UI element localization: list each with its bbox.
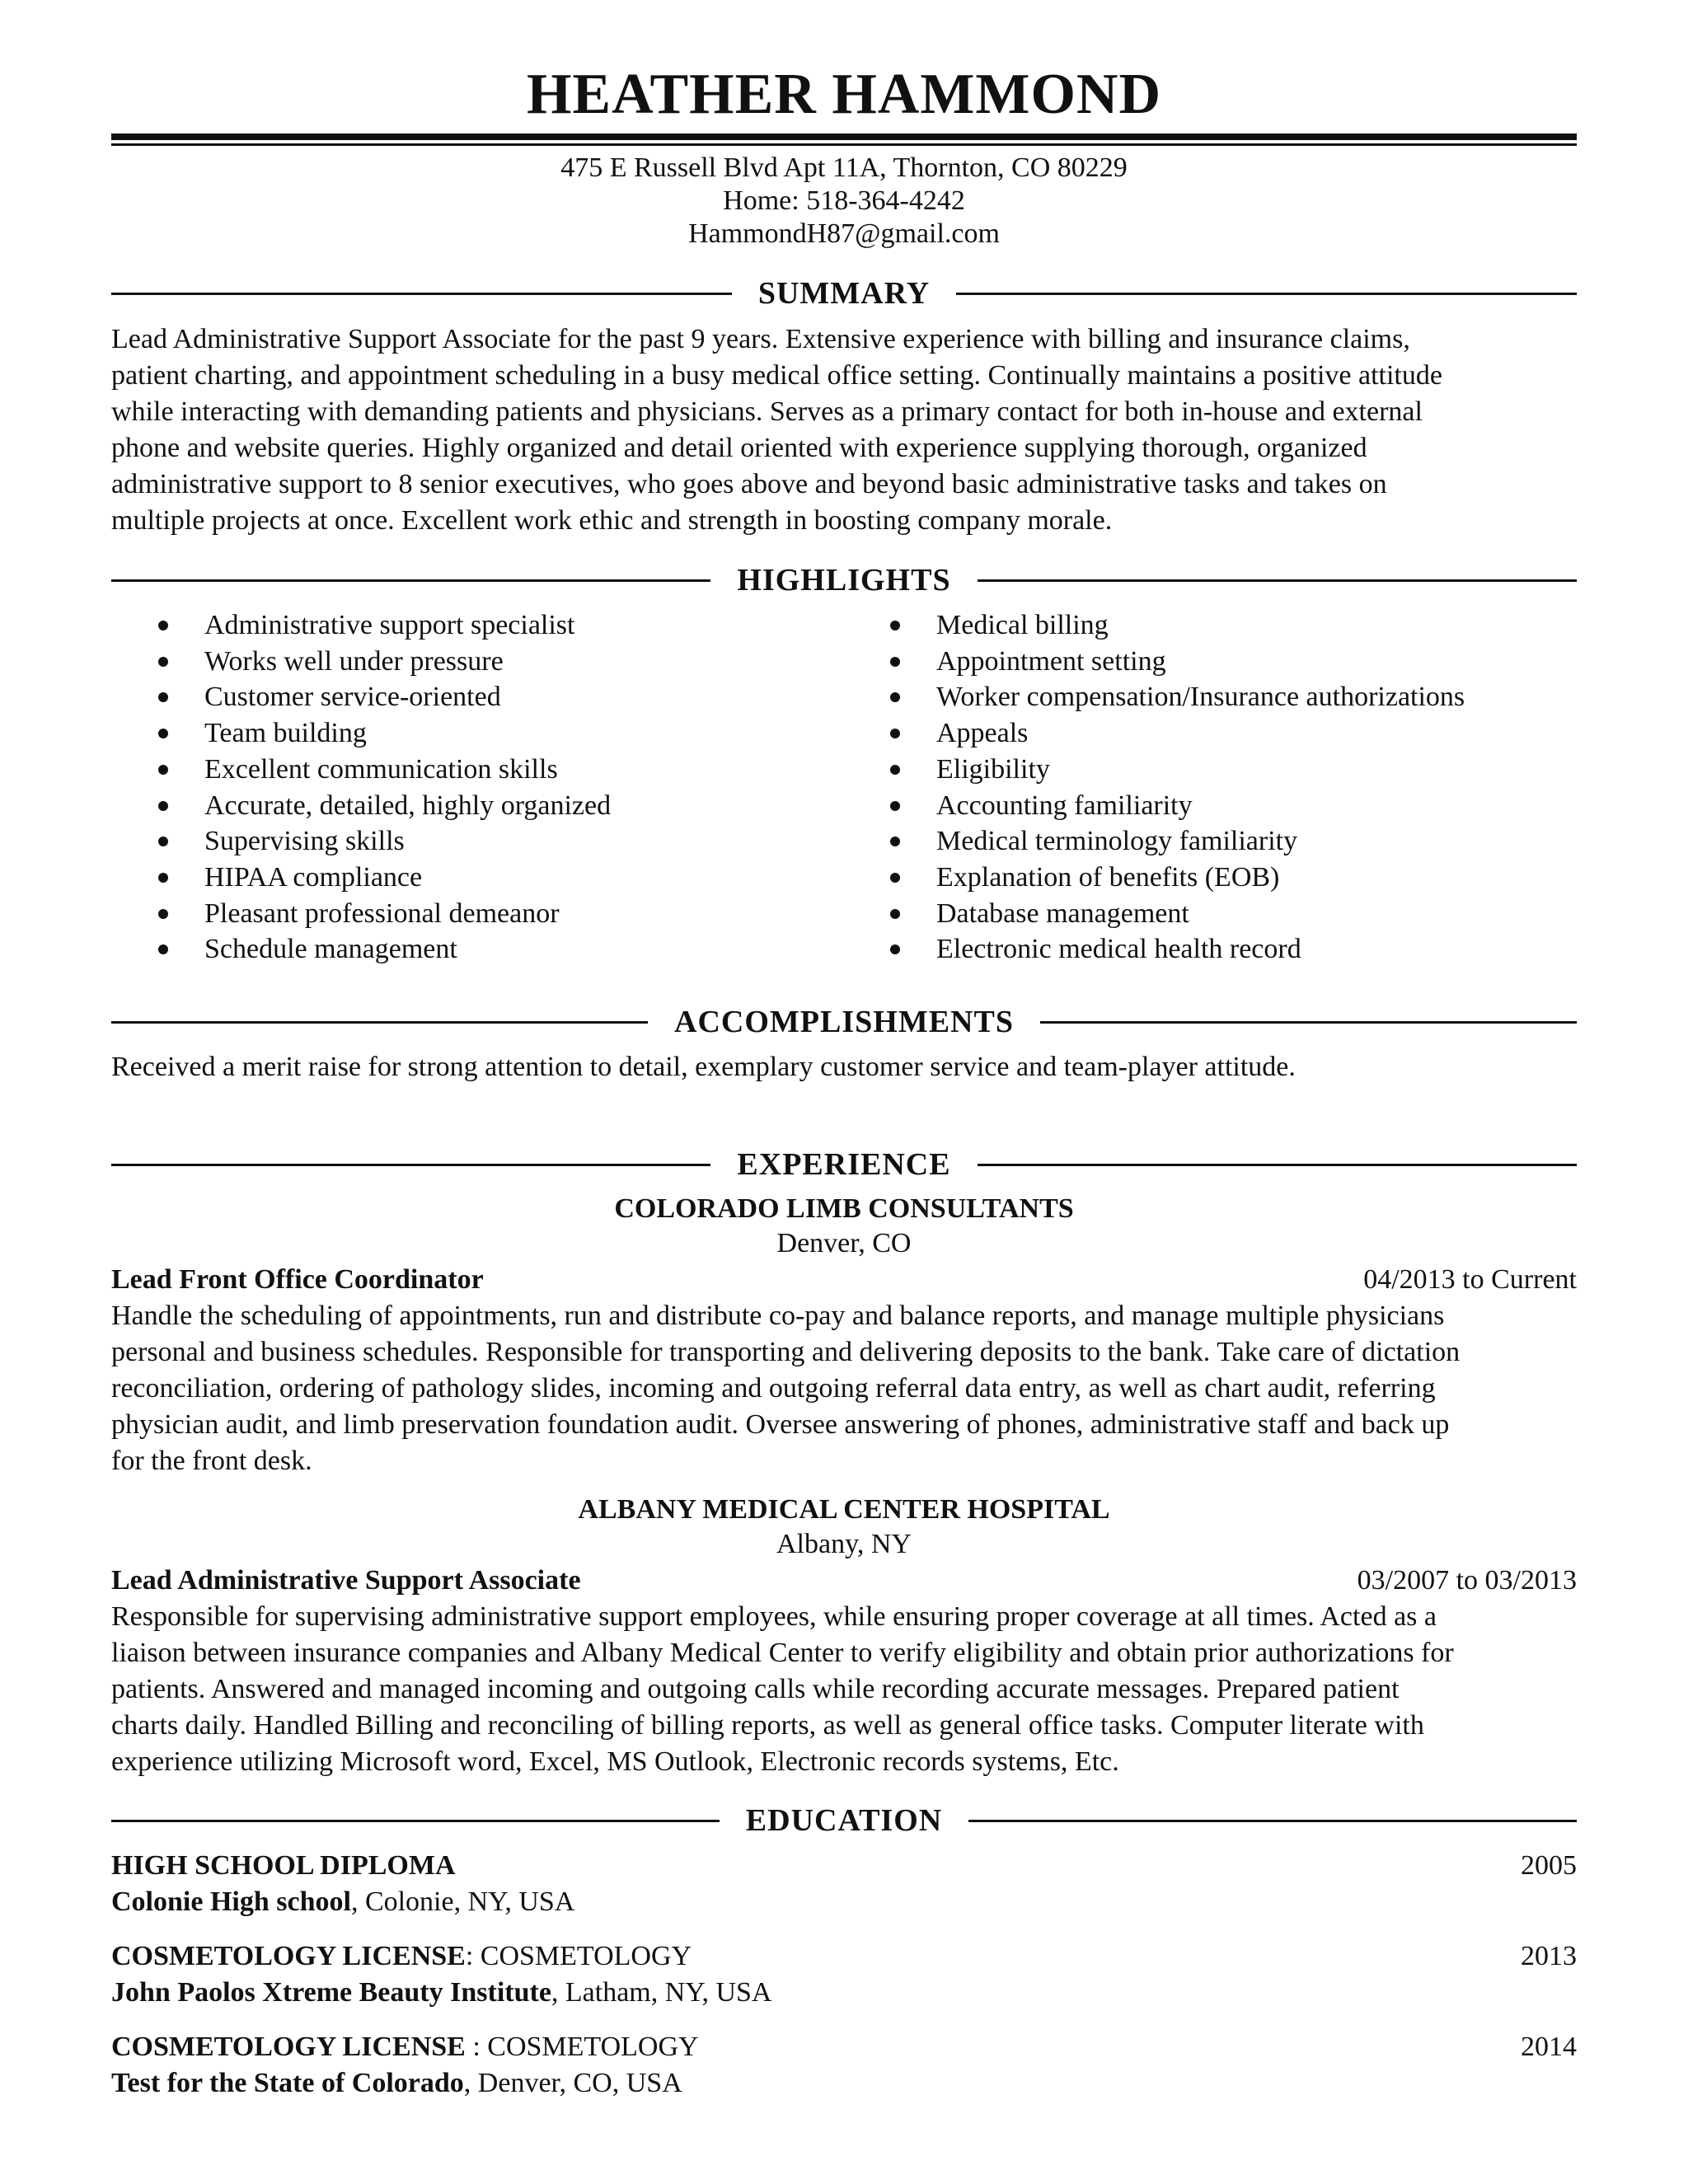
list-item: Supervising skills: [158, 823, 611, 860]
education-degree: COSMETOLOGY LICENSE: COSMETOLOGY: [111, 1941, 692, 1971]
heading-rule-right: [968, 1820, 1577, 1822]
education-degree: COSMETOLOGY LICENSE : COSMETOLOGY: [111, 2032, 699, 2062]
education-school: Colonie High school, Colonie, NY, USA: [111, 1886, 575, 1917]
education-degree-row: [111, 1848, 1577, 1884]
list-item: Team building: [158, 715, 611, 752]
list-item: Pleasant professional demeanor: [158, 896, 611, 932]
job-role: Lead Administrative Support Associate: [111, 1565, 581, 1596]
education-school: Test for the State of Colorado, Denver, CO, USA: [111, 2068, 682, 2098]
header-rule-thin: [111, 143, 1577, 146]
accomplishments-title: ACCOMPLISHMENTS: [674, 1005, 1014, 1039]
bullet-icon: [890, 657, 900, 667]
heading-rule-right: [956, 293, 1577, 295]
list-item: Appeals: [890, 715, 1465, 752]
heading-rule-left: [111, 293, 732, 295]
bullet-icon: [158, 729, 168, 738]
education-degree-row: [111, 2029, 1577, 2065]
bullet-icon: [890, 692, 900, 702]
bullet-icon: [158, 944, 168, 954]
job-description-line: personal and business schedules. Responsible for transporting and delivering deposits to the bank. Take care of dictation: [111, 1337, 1461, 1367]
summary-line: while interacting with demanding patients and physicians. Serves as a primary contact for both in-house and external: [111, 396, 1423, 427]
list-item: Administrative support specialist: [158, 607, 611, 644]
highlights-right-list: [890, 607, 1465, 968]
bullet-icon: [158, 801, 168, 811]
bullet-icon: [890, 873, 900, 883]
education-school-row: [111, 2065, 1577, 2102]
list-item: Medical terminology familiarity: [890, 823, 1465, 860]
list-item: Worker compensation/Insurance authorizations: [890, 679, 1465, 715]
list-item: Electronic medical health record: [890, 931, 1465, 968]
bullet-icon: [158, 765, 168, 775]
list-item: Eligibility: [890, 752, 1465, 788]
summary-line: multiple projects at once. Excellent work ethic and strength in boosting company morale.: [111, 505, 1113, 536]
bullet-icon: [158, 692, 168, 702]
header-rule-thick: [111, 134, 1577, 140]
summary-line: Lead Administrative Support Associate for the past 9 years. Extensive experience with billing and insurance claims,: [111, 324, 1410, 354]
bullet-icon: [890, 729, 900, 738]
heading-rule-left: [111, 1021, 648, 1024]
heading-rule-right: [1040, 1021, 1577, 1024]
education-school: John Paolos Xtreme Beauty Institute, Latham, NY, USA: [111, 1977, 772, 2008]
list-item: Explanation of benefits (EOB): [890, 860, 1465, 896]
job-description: [111, 1298, 1577, 1479]
experience-heading: [111, 1144, 1577, 1185]
job-description-line: for the front desk.: [111, 1446, 312, 1476]
bullet-icon: [890, 621, 900, 630]
list-item: Accurate, detailed, highly organized: [158, 788, 611, 824]
bullet-icon: [890, 909, 900, 919]
heading-rule-left: [111, 579, 710, 582]
candidate-name: HEATHER HAMMOND: [526, 63, 1162, 126]
highlights-heading: [111, 560, 1577, 601]
education-year: 2014: [1521, 2032, 1577, 2062]
job-dates: 03/2007 to 03/2013: [1357, 1565, 1577, 1596]
summary-text: [111, 321, 1577, 539]
job-description-line: patients. Answered and managed incoming and outgoing calls while recording accurate messages. Prepared patient: [111, 1674, 1400, 1704]
bullet-icon: [890, 801, 900, 811]
job-location: Denver, CO: [776, 1228, 912, 1258]
highlights-left-list: [158, 607, 611, 968]
list-item: Database management: [890, 896, 1465, 932]
job-description-line: Handle the scheduling of appointments, run and distribute co-pay and balance reports, and manage multiple physicians: [111, 1301, 1445, 1331]
bullet-icon: [890, 944, 900, 954]
summary-line: administrative support to 8 senior executives, who goes above and beyond basic administrative tasks and takes on: [111, 469, 1387, 499]
bullet-icon: [158, 621, 168, 630]
list-item: Medical billing: [890, 607, 1465, 644]
job-company: COLORADO LIMB CONSULTANTS: [614, 1193, 1074, 1224]
accomplishments-text: Received a merit raise for strong attention to detail, exemplary customer service and team-player attitude.: [111, 1052, 1296, 1082]
education-year: 2005: [1521, 1850, 1577, 1881]
job-description: [111, 1599, 1577, 1780]
contact-phone: Home: 518-364-4242: [723, 185, 965, 216]
job-role: Lead Front Office Coordinator: [111, 1264, 484, 1295]
heading-rule-left: [111, 1164, 710, 1166]
job-description-line: Responsible for supervising administrative support employees, while ensuring proper coverage at all times. Acted as a: [111, 1601, 1437, 1632]
list-item: HIPAA compliance: [158, 860, 611, 896]
job-description-line: physician audit, and limb preservation foundation audit. Oversee answering of phones, administrative staff and back up: [111, 1409, 1450, 1440]
bullet-icon: [158, 837, 168, 846]
heading-rule-right: [978, 1164, 1577, 1166]
list-item: Customer service-oriented: [158, 679, 611, 715]
experience-title: EXPERIENCE: [737, 1147, 951, 1182]
summary-title: SUMMARY: [757, 276, 931, 311]
job-title-row: [111, 1262, 1577, 1298]
accomplishments-heading: [111, 1001, 1577, 1043]
job-description-line: liaison between insurance companies and Albany Medical Center to verify eligibility and obtain prior authorizations for: [111, 1638, 1454, 1668]
bullet-icon: [158, 657, 168, 667]
education-school-row: [111, 1884, 1577, 1920]
job-dates: 04/2013 to Current: [1363, 1264, 1577, 1295]
summary-heading: [111, 273, 1577, 314]
education-heading: [111, 1800, 1577, 1841]
education-school-row: [111, 1975, 1577, 2011]
job-company: ALBANY MEDICAL CENTER HOSPITAL: [578, 1494, 1110, 1525]
contact-block: [111, 152, 1577, 251]
summary-line: phone and website queries. Highly organized and detail oriented with experience supplying thorough, organized: [111, 433, 1367, 463]
job-title-row: [111, 1563, 1577, 1599]
list-item: Works well under pressure: [158, 644, 611, 680]
heading-rule-right: [978, 579, 1577, 582]
education-year: 2013: [1521, 1941, 1577, 1971]
list-item: Excellent communication skills: [158, 752, 611, 788]
contact-email: HammondH87@gmail.com: [688, 218, 1000, 249]
contact-address: 475 E Russell Blvd Apt 11A, Thornton, CO 80229: [560, 152, 1128, 183]
education-title: EDUCATION: [745, 1803, 943, 1838]
job-location: Albany, NY: [776, 1529, 912, 1559]
education-degree-row: [111, 1938, 1577, 1975]
bullet-icon: [890, 837, 900, 846]
bullet-icon: [158, 873, 168, 883]
job-description-line: experience utilizing Microsoft word, Excel, MS Outlook, Electronic records systems, Etc.: [111, 1746, 1119, 1777]
list-item: Appointment setting: [890, 644, 1465, 680]
job-description-line: reconciliation, ordering of pathology slides, incoming and outgoing referral data entry, as well as chart audit, referring: [111, 1373, 1436, 1404]
list-item: Accounting familiarity: [890, 788, 1465, 824]
job-description-line: charts daily. Handled Billing and reconciling of billing reports, as well as general office tasks. Computer literate with: [111, 1710, 1424, 1741]
heading-rule-left: [111, 1820, 720, 1822]
list-item: Schedule management: [158, 931, 611, 968]
summary-line: patient charting, and appointment scheduling in a busy medical office setting. Continually maintains a positive attitude: [111, 360, 1442, 391]
highlights-title: HIGHLIGHTS: [737, 563, 951, 598]
bullet-icon: [890, 765, 900, 775]
education-degree: HIGH SCHOOL DIPLOMA: [111, 1850, 456, 1881]
bullet-icon: [158, 909, 168, 919]
